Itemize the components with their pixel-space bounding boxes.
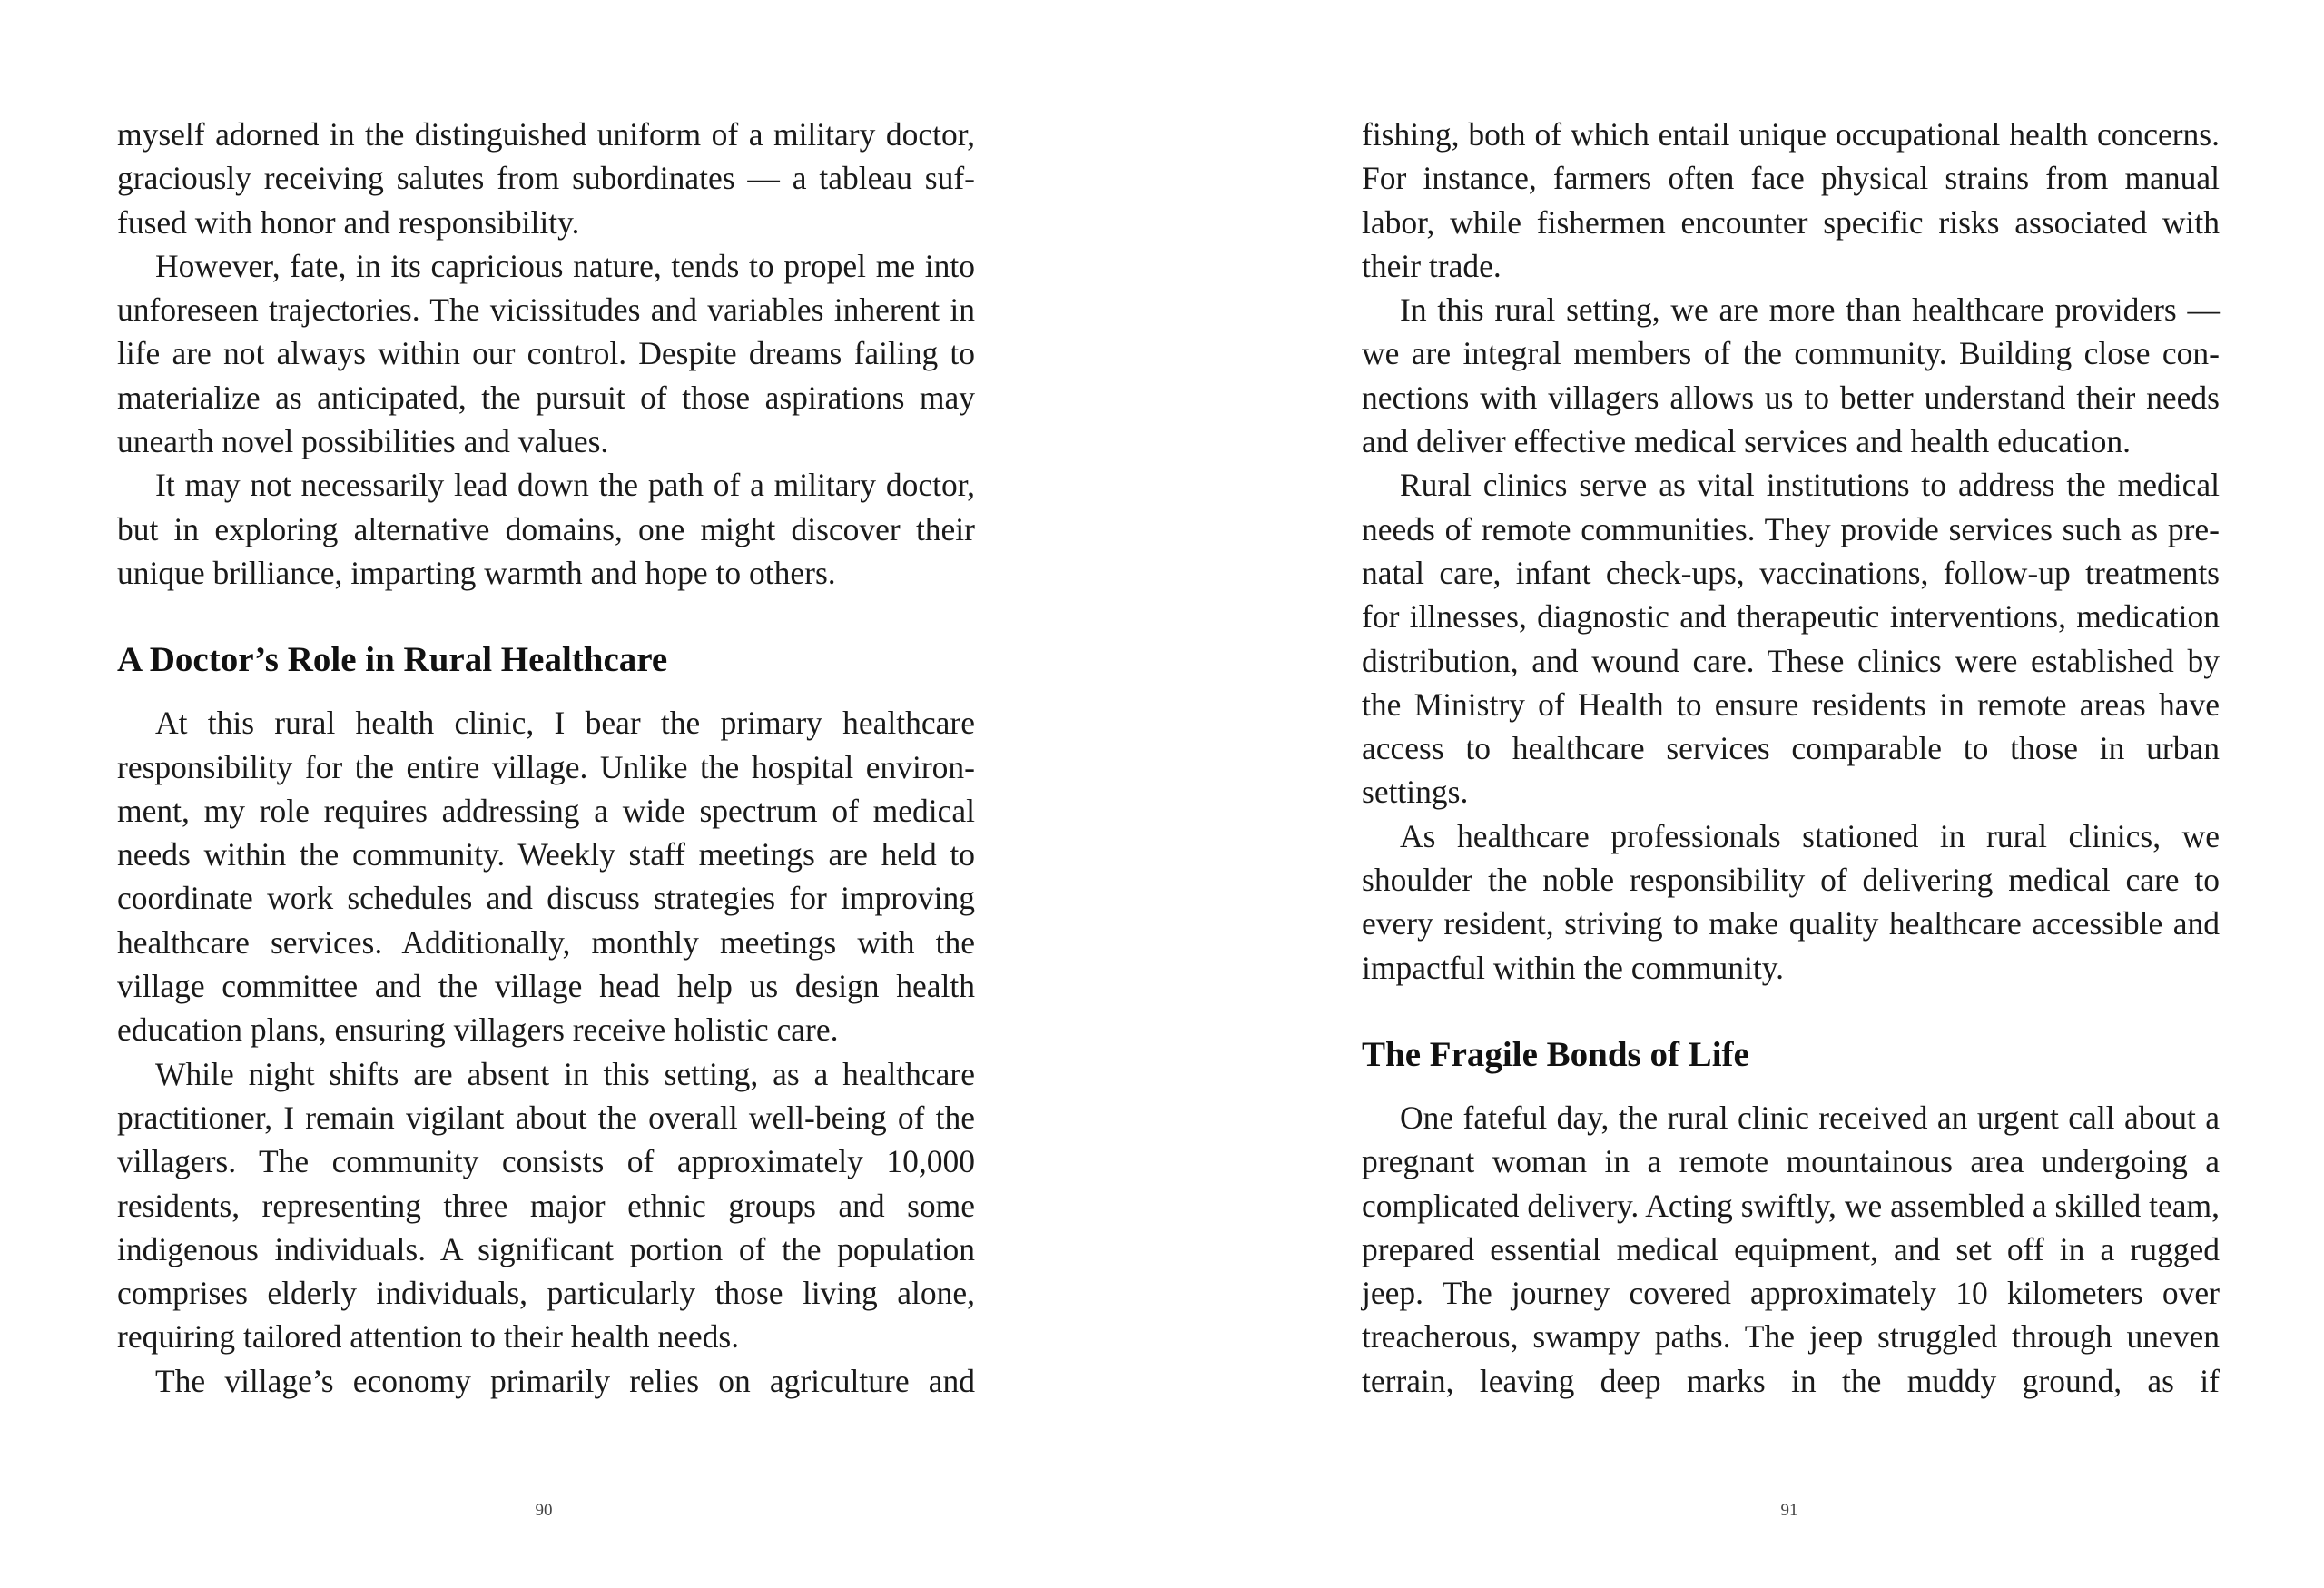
section-heading-fragile-bonds: The Fragile Bonds of Life xyxy=(1362,1034,1749,1074)
body-paragraph: Rural clinics serve as vital institutions to address the medical needs of remote communities. They provide services such as prenatal care, infant check-ups, vaccinations, follow-up treatments for illnesses, diagnostic and therapeutic interventions, medication distribution, and wound care. These clinics were established by the Ministry of Health to ensure residents in remote areas have access to healthcare services comparable to those in urban settings. xyxy=(1362,467,2220,811)
left-paragraphs-after xyxy=(117,701,975,1403)
body-paragraph: It may not necessarily lead down the path of a military doctor, but in exploring alternative domains, one might discover their unique brilliance, imparting warmth and hope to others. xyxy=(117,467,975,591)
body-paragraph: fishing, both of which entail unique occupational health concerns. For instance, farmers often face physical strains from manual labor, while fishermen encounter specific risks associated with their trade. xyxy=(1362,116,2220,284)
body-paragraph: However, fate, in its capricious nature, tends to propel me into unforeseen trajectories. The vicissitudes and variables inherent in life are not always within our control. Despite dreams failing to materialize as anticipated, the pursuit of those aspirations may unearth novel possibilities and values. xyxy=(117,247,975,460)
right-paragraphs-after xyxy=(1362,1096,2220,1403)
body-paragraph: One fateful day, the rural clinic received an urgent call about a pregnant woman in a remote mountainous area undergoing a complicated delivery. Acting swiftly, we assembled a skilled team, prepared essential medical equipment, and set off in a rugged jeep. The journey covered approximately 10 kilometers over treacherous, swampy paths. The jeep struggled through uneven terrain, leaving deep marks in the muddy ground, as if xyxy=(1362,1099,2220,1399)
page-number-left: 90 xyxy=(535,1501,553,1520)
section-heading-rural-healthcare: A Doctor’s Role in Rural Healthcare xyxy=(117,640,668,680)
body-paragraph: In this rural setting, we are more than healthcare providers — we are integral members of the community. Building close connections with villagers allows us to better understand their needs and deliver effective medical services and health education. xyxy=(1362,291,2220,460)
body-paragraph: As healthcare professionals stationed in rural clinics, we shoulder the noble responsibility of delivering medical care to every resident, striving to make quality healthcare accessible and impactful within the community. xyxy=(1362,817,2220,986)
body-paragraph: While night shifts are absent in this setting, as a healthcare practitioner, I remain vigilant about the overall well-being of the villagers. The community consists of approximately 10,000 residents, representing three major ethnic groups and some indigenous individuals. A significant portion of the population comprises elderly individuals, particularly those living alone, requiring tailored attention to their health needs. xyxy=(117,1055,975,1356)
right-paragraphs-before xyxy=(1362,113,2220,990)
left-paragraphs-before xyxy=(117,113,975,595)
left-page-text xyxy=(117,113,975,1403)
body-paragraph: myself adorned in the distinguished uniform of a military doctor, graciously receiving salutes from subordinates — a tableau suffused with honor and responsibility. xyxy=(117,116,975,241)
body-paragraph: The village’s economy primarily relies on agriculture and xyxy=(155,1362,975,1399)
body-paragraph: At this rural health clinic, I bear the primary healthcare responsibility for the entire village. Unlike the hospital environment, my role requires addressing a wide spectrum of medical needs within the community. Weekly staff meetings are held to coordinate work schedules and discuss strategies for improving healthcare services. Additionally, monthly meetings with the village committee and the village head help us design health education plans, ensuring villagers receive holistic care. xyxy=(117,705,975,1049)
page-number-right: 91 xyxy=(1780,1501,1798,1520)
right-page-text xyxy=(1362,113,2220,1403)
right-page xyxy=(1162,0,2324,1588)
